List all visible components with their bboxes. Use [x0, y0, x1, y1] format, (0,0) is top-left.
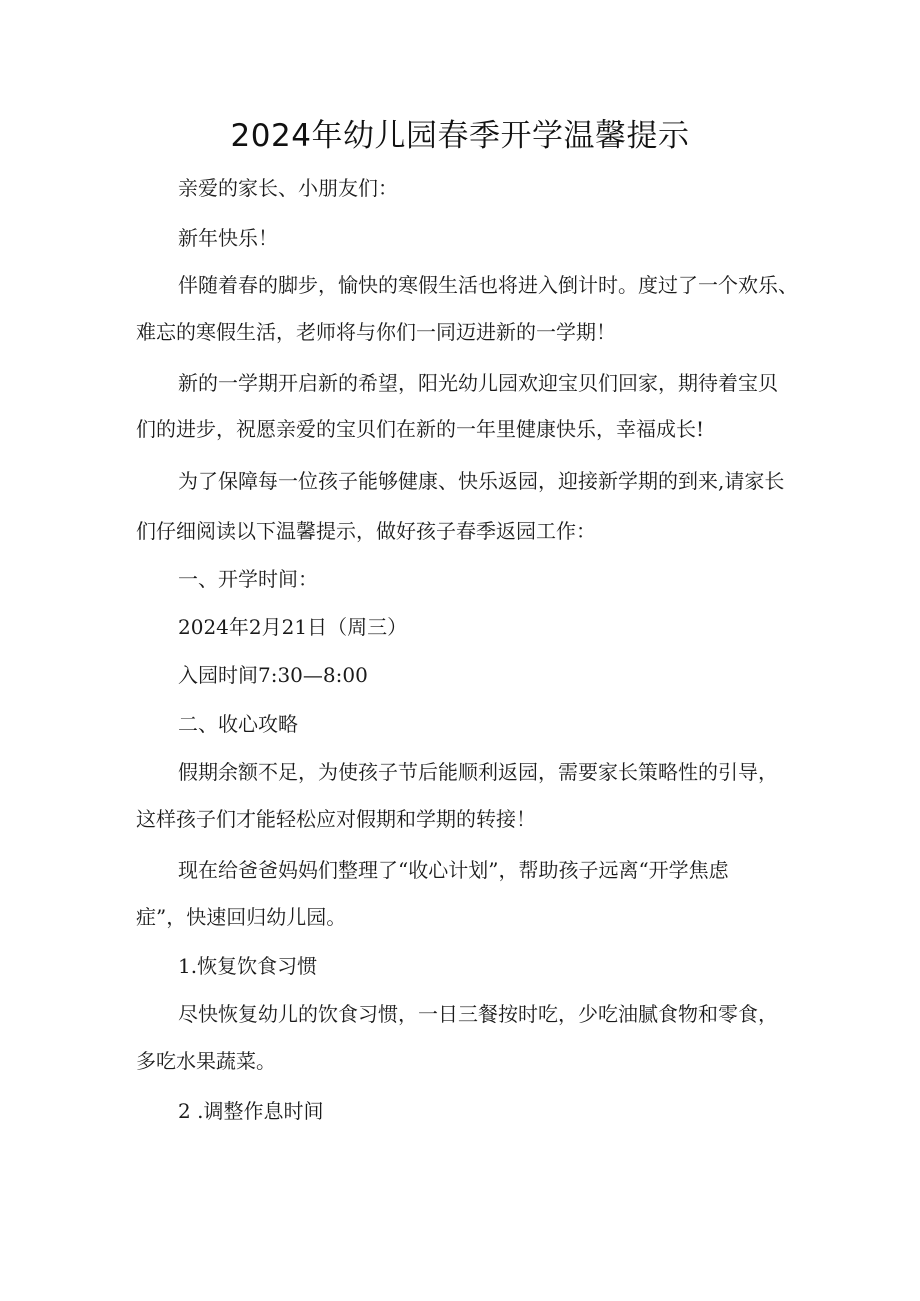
section-heading: 二、收心攻略	[178, 712, 298, 736]
paragraph-line: 为了保障每一位孩子能够健康、快乐返园，迎接新学期的到来,请家长	[178, 469, 785, 493]
paragraph-line: 们的进步，祝愿亲爱的宝贝们在新的一年里健康快乐，幸福成长!	[136, 417, 705, 441]
paragraph-line: 新的一学期开启新的希望，阳光幼儿园欢迎宝贝们回家，期待着宝贝	[178, 371, 778, 395]
paragraph-line: 症”，快速回归幼儿园。	[136, 905, 347, 929]
subsection-heading: 2 .调整作息时间	[178, 1099, 324, 1123]
section-heading: 一、开学时间：	[178, 567, 318, 591]
subsection-heading: 1.恢复饮食习惯	[178, 954, 318, 978]
paragraph-line: 尽快恢复幼儿的饮食习惯，一日三餐按时吃，少吃油腻食物和零食，	[178, 1002, 778, 1026]
paragraph-line: 难忘的寒假生活，老师将与你们一同迈进新的一学期！	[136, 320, 616, 344]
paragraph-line: 新年快乐！	[178, 226, 278, 250]
greeting-line: 亲爱的家长、小朋友们：	[178, 176, 398, 200]
paragraph-line: 现在给爸爸妈妈们整理了“收心计划”，帮助孩子远离“开学焦虑	[178, 858, 729, 882]
paragraph-line: 们仔细阅读以下温馨提示，做好孩子春季返园工作：	[136, 519, 596, 543]
time-line: 入园时间7:30—8:00	[178, 663, 368, 687]
document-title: 2024年幼儿园春季开学温馨提示	[230, 118, 690, 154]
paragraph-line: 多吃水果蔬菜。	[136, 1049, 276, 1073]
date-line: 2024年2月21日（周三）	[178, 615, 408, 639]
paragraph-line: 这样孩子们才能轻松应对假期和学期的转接！	[136, 807, 536, 831]
paragraph-line: 伴随着春的脚步，愉快的寒假生活也将进入倒计时。度过了一个欢乐、	[178, 273, 798, 297]
paragraph-line: 假期余额不足，为使孩子节后能顺利返园，需要家长策略性的引导，	[178, 760, 778, 784]
